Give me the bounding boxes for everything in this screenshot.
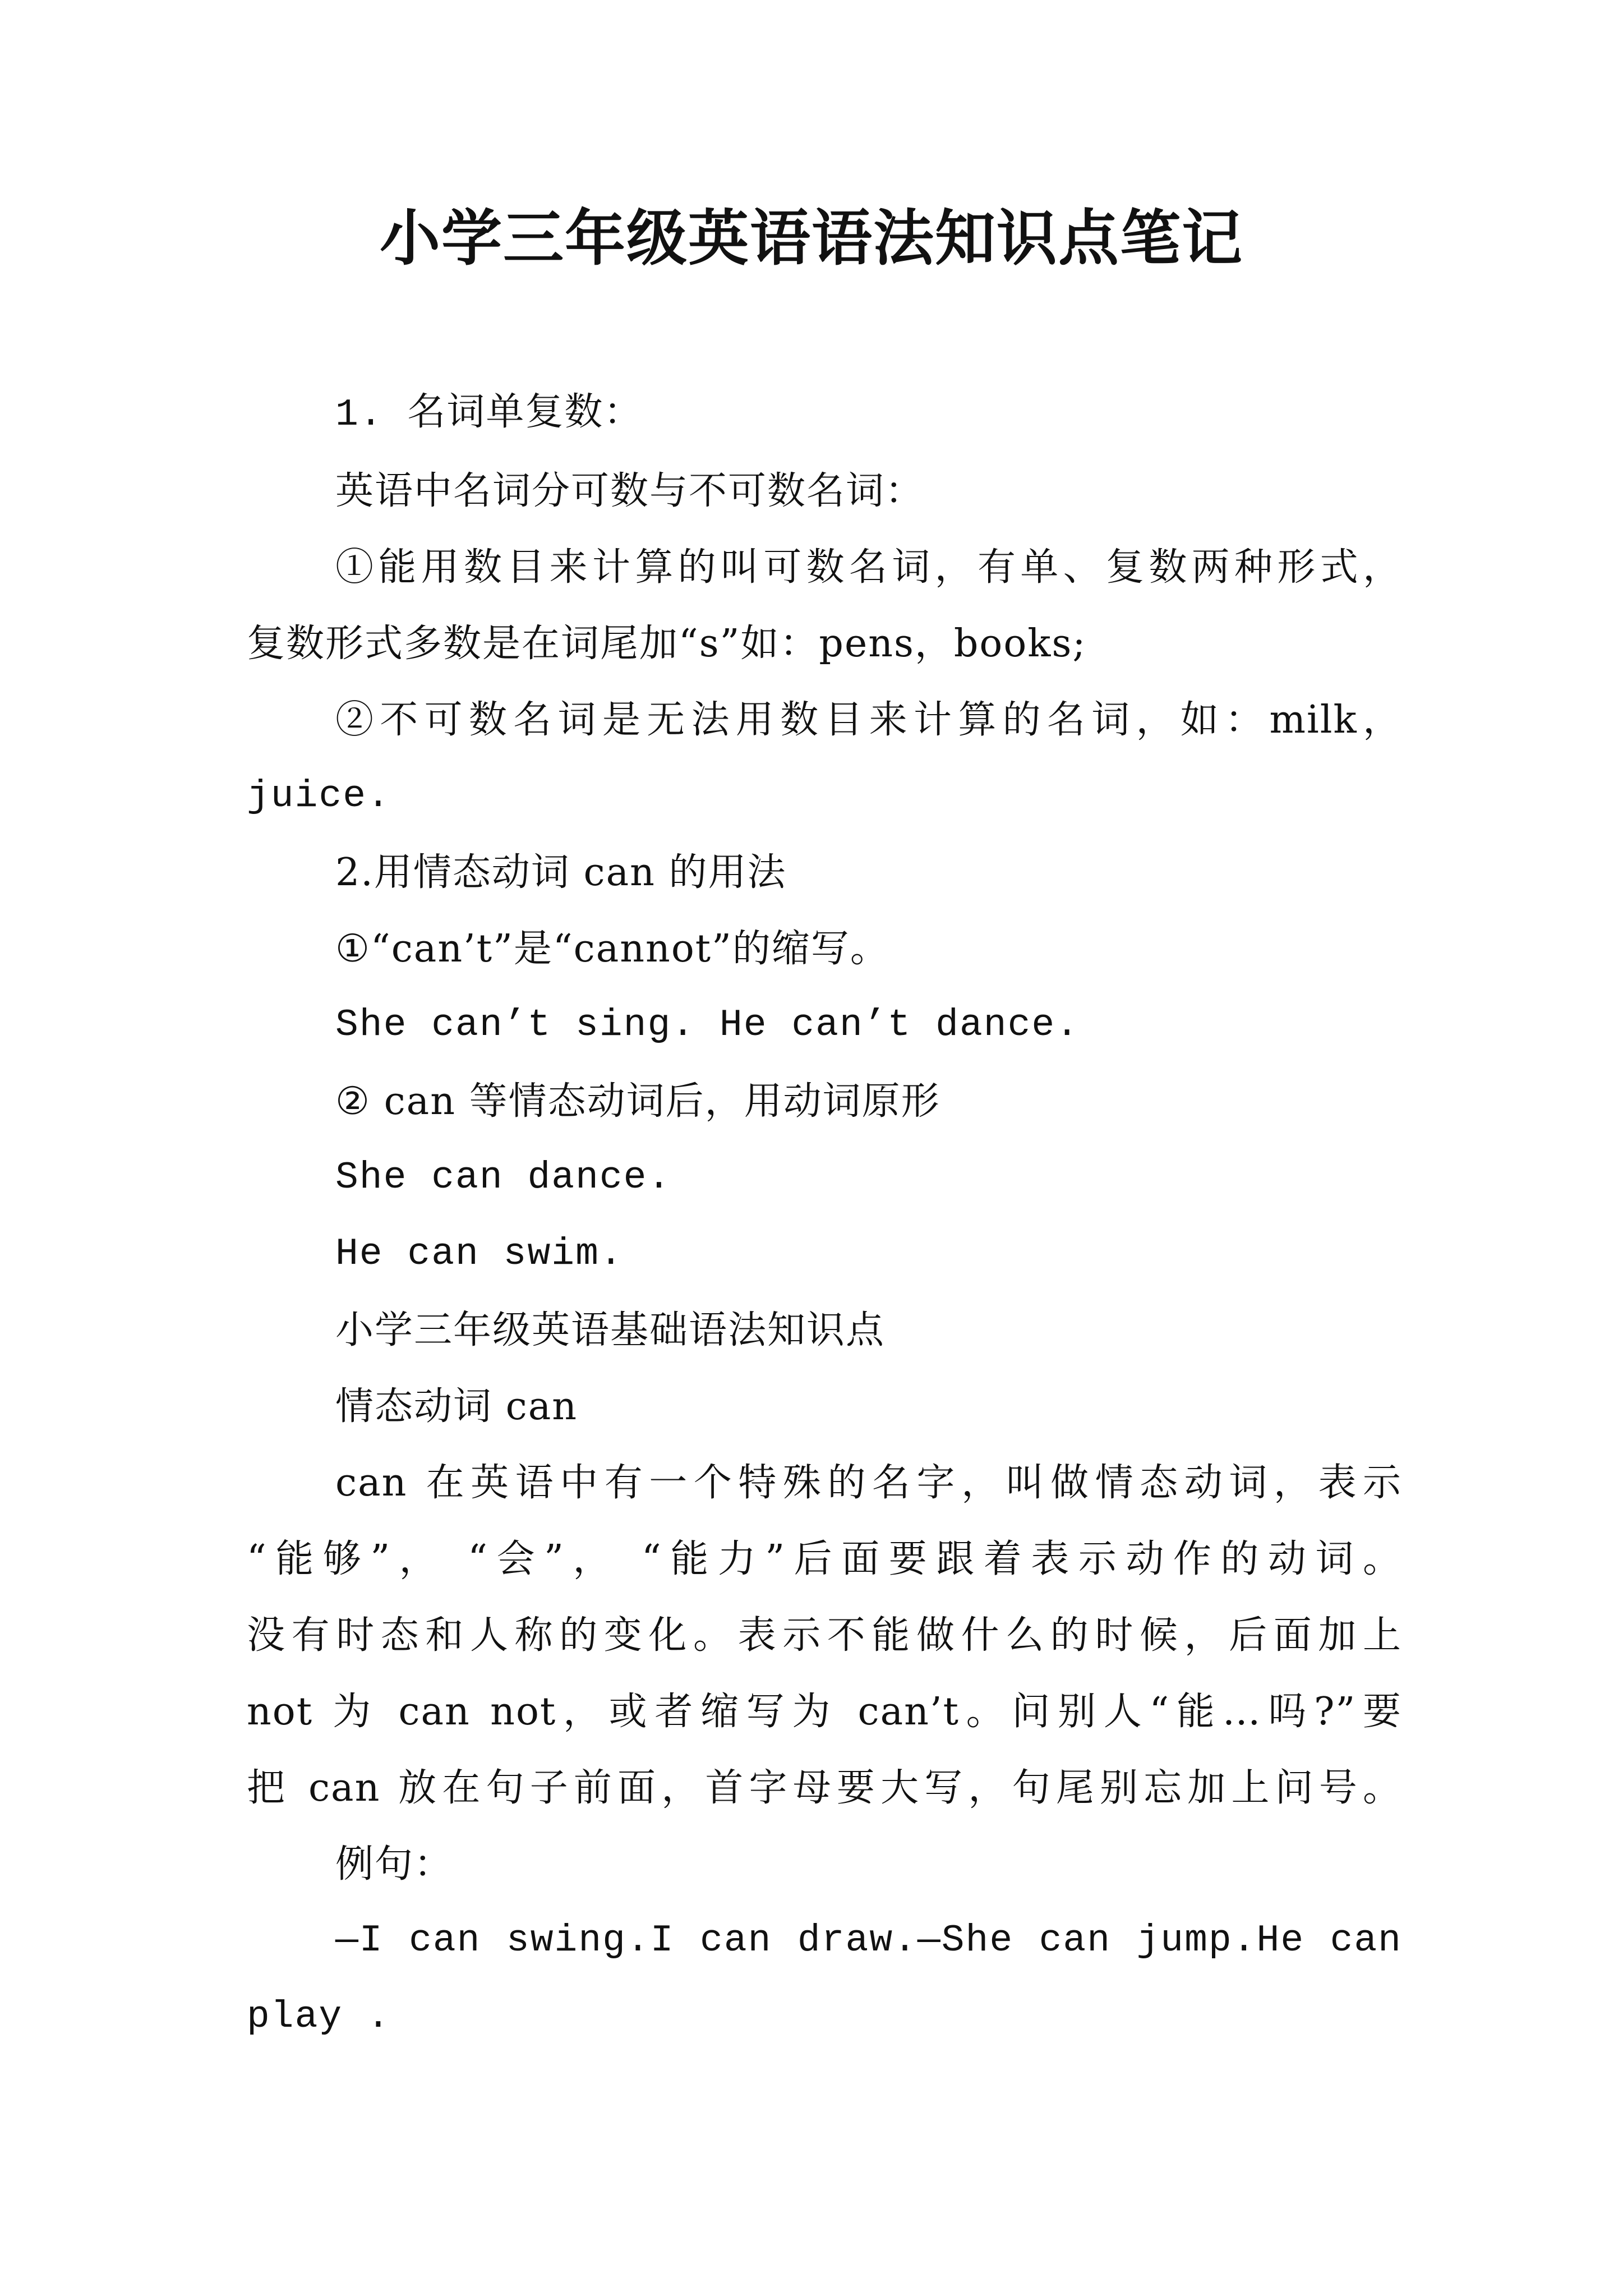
section-heading: 小学三年级英语基础语法知识点	[335, 1308, 886, 1352]
document-title: 小学三年级英语语法知识点笔记	[379, 203, 1243, 274]
paragraph-line: ①“can’t”是“cannot”的缩写。	[335, 927, 889, 971]
paragraph-line: 把 can 放在句子前面，首字母要大写，句尾别忘加上问号。	[247, 1766, 1402, 1810]
section-heading: 情态动词 can	[335, 1384, 578, 1429]
example-sentence: She can dance.	[335, 1156, 672, 1199]
paragraph-line: not 为 can not，或者缩写为 can’t。问别人“能…吗?”要	[247, 1690, 1402, 1734]
paragraph-line: can 在英语中有一个特殊的名字，叫做情态动词，表示	[335, 1461, 1402, 1505]
example-label: 例句：	[335, 1842, 454, 1887]
section-heading: 2.用情态动词 can 的用法	[335, 850, 787, 895]
paragraph-line: ② can 等情态动词后，用动词原形	[335, 1079, 940, 1124]
paragraph-line: “能够”， “会”， “能力”后面要跟着表示动作的动词。	[247, 1537, 1402, 1581]
paragraph-line: ①能用数目来计算的叫可数名词，有单、复数两种形式，	[335, 545, 1402, 590]
paragraph-line: 英语中名词分可数与不可数名词：	[335, 469, 925, 513]
paragraph-line: ②不可数名词是无法用数目来计算的名词，如：milk，	[335, 698, 1402, 742]
example-sentence: —I can swing.I can draw.—She can jump.He can	[335, 1919, 1402, 1962]
paragraph-line: 复数形式多数是在词尾加“s”如：pens，books;	[247, 622, 1087, 666]
example-sentence: She can’t sing. He can’t dance.	[335, 1004, 1080, 1047]
example-sentence: He can swim.	[335, 1232, 624, 1276]
section-heading: 1. 名词单复数：	[335, 393, 643, 436]
paragraph-line: 没有时态和人称的变化。表示不能做什么的时候，后面加上	[247, 1613, 1402, 1658]
example-sentence: play .	[247, 1995, 391, 2039]
paragraph-line: juice.	[247, 775, 391, 818]
